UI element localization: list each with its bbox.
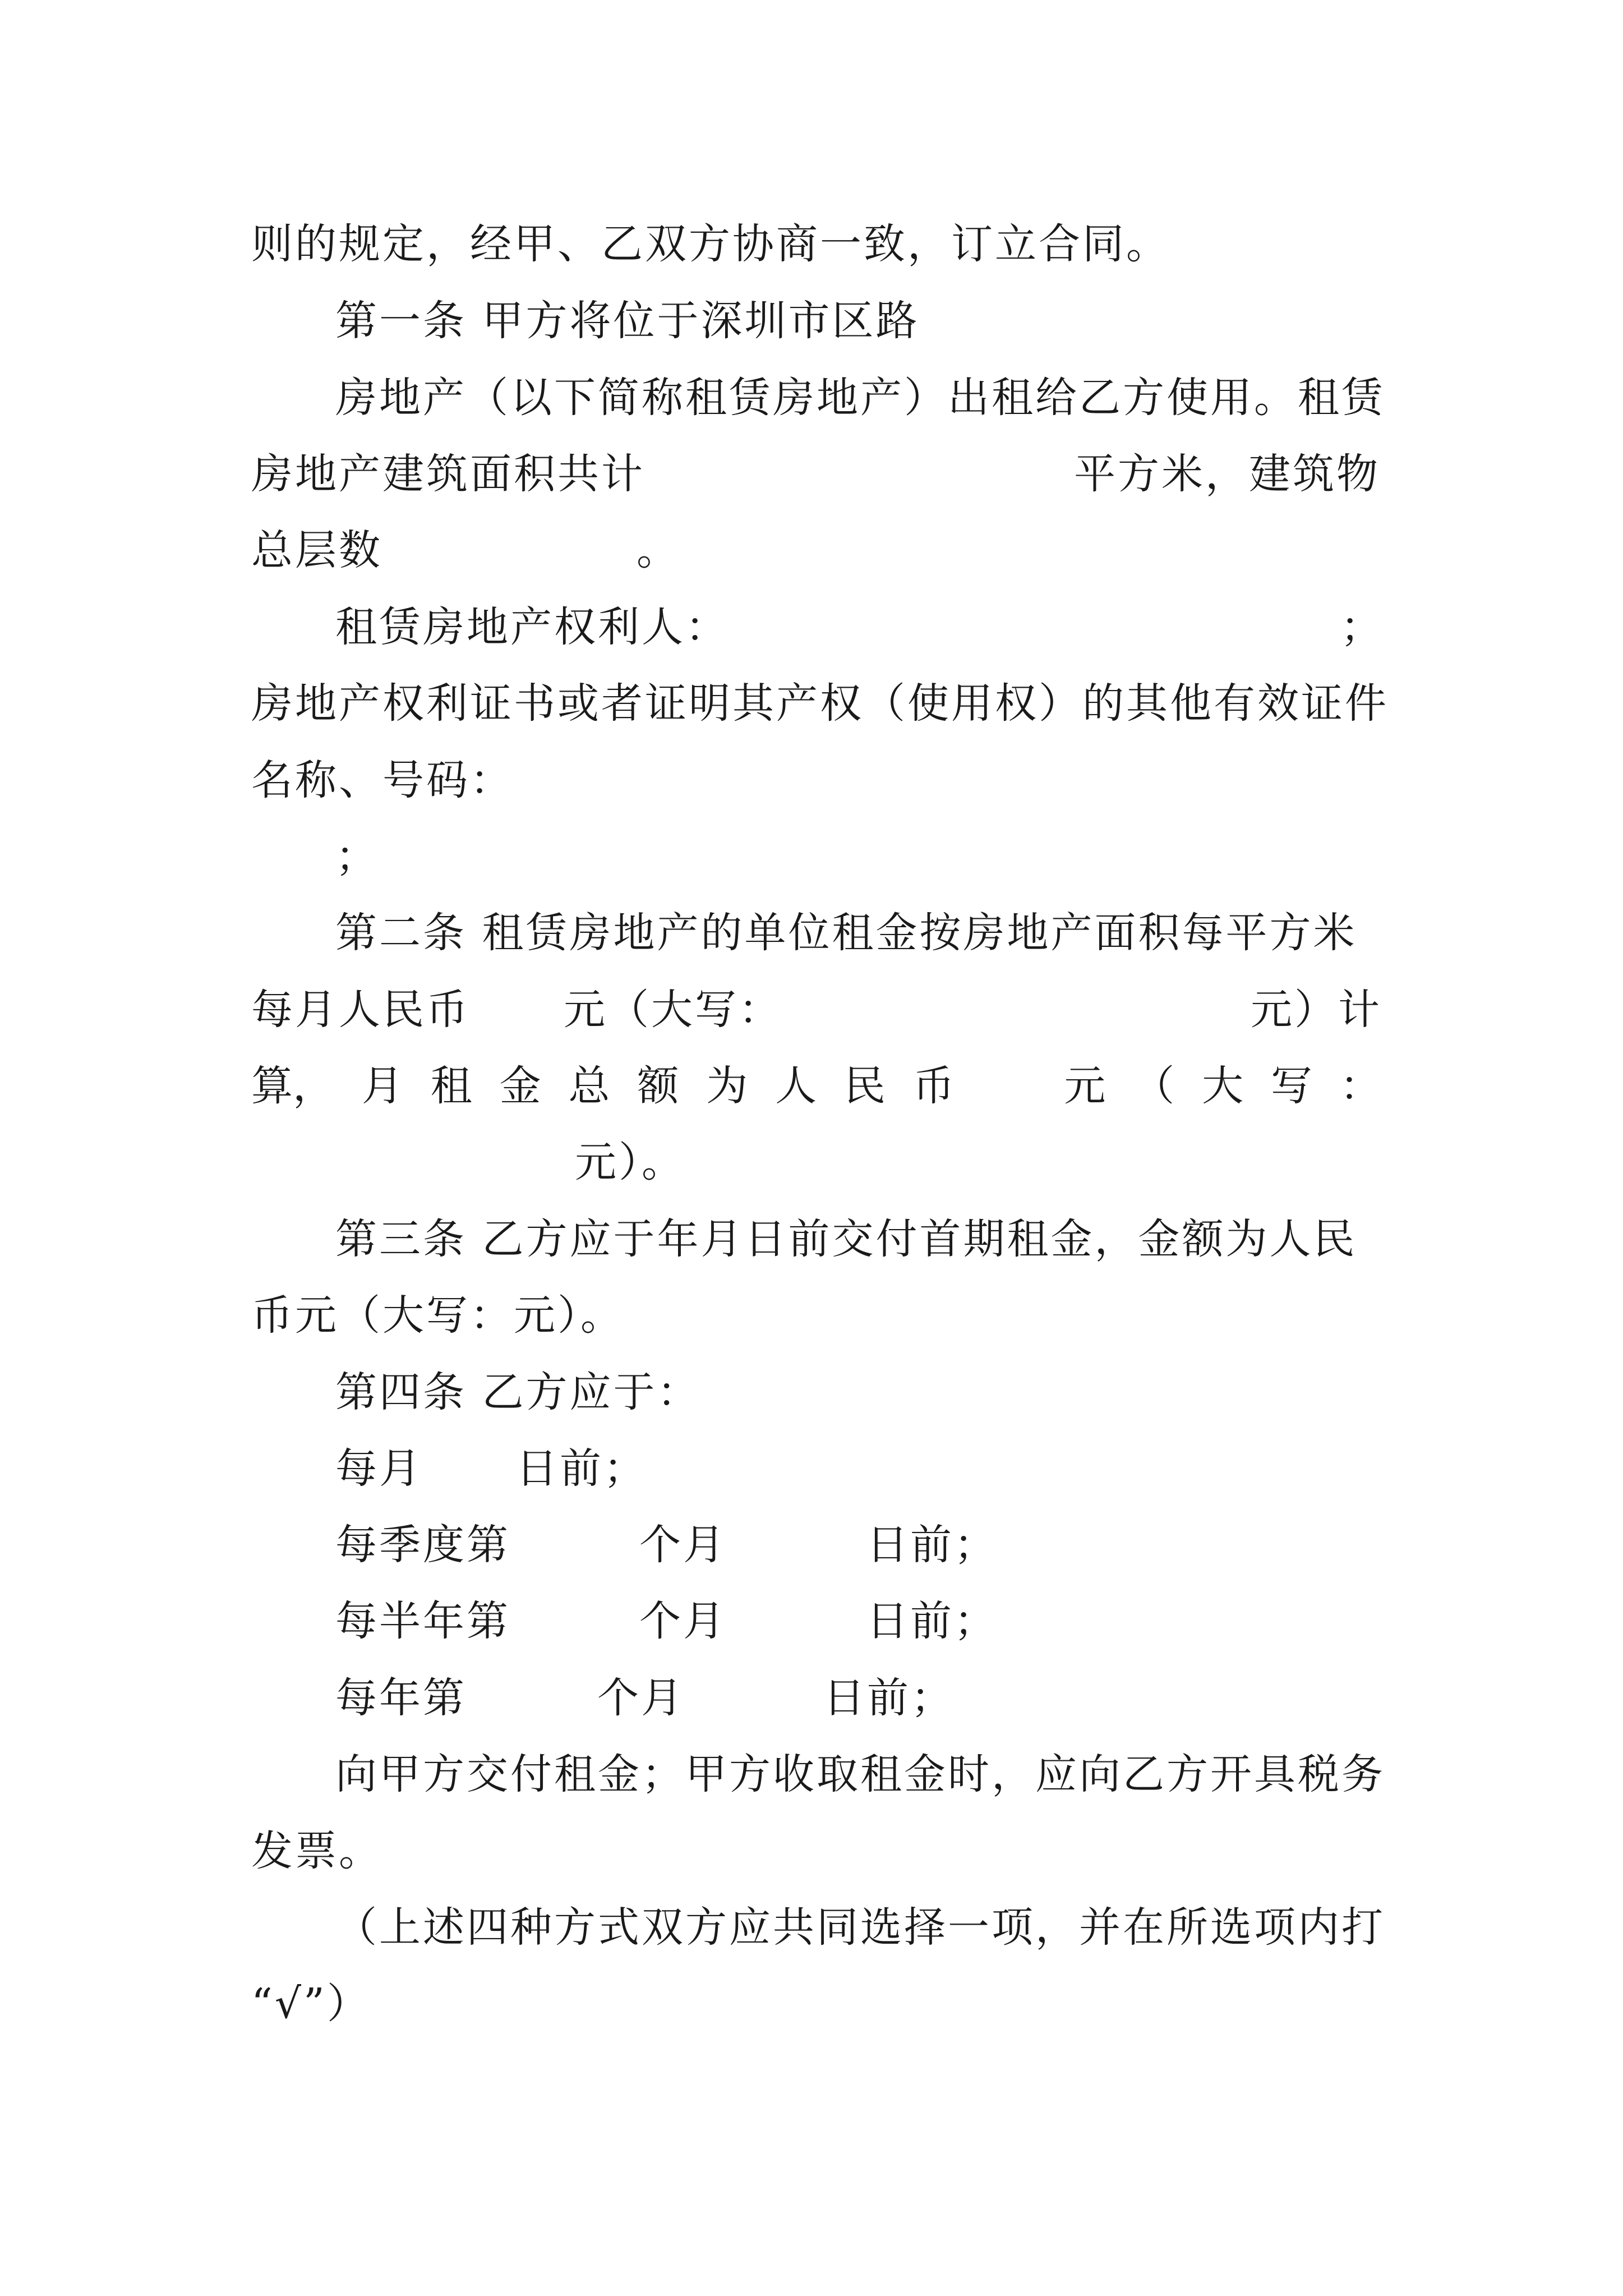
text-line: 日前； <box>516 1444 647 1493</box>
article-3-heading: 第三条 乙方应于年月日前交付首期租金，金额为人民 <box>335 1215 1357 1263</box>
article-2-heading: 第二条 租赁房地产的单位租金按房地产面积每平方米 <box>335 909 1357 957</box>
text-line: 房地产（以下简称租赁房地产）出租给乙方使用。租赁 <box>335 374 1385 422</box>
text-line: 元）。 <box>575 1138 685 1186</box>
text-line: 每月人民币 <box>251 986 470 1034</box>
text-line: 个月 <box>639 1521 727 1569</box>
text-line: 个月 <box>639 1597 727 1645</box>
payment-option-half-year: 每半年第 <box>335 1597 510 1645</box>
text-char: 人 <box>775 1062 817 1110</box>
text-line: 。 <box>637 526 680 574</box>
text-char: （ <box>1133 1062 1175 1110</box>
payment-option-monthly: 每月 <box>335 1444 423 1493</box>
text-line: （上述四种方式双方应共同选择一项，并在所选项内打 <box>335 1903 1385 1952</box>
text-char: 额 <box>637 1062 679 1110</box>
text-line: 元）计 <box>1251 986 1382 1034</box>
justified-text-line <box>251 1062 1381 1110</box>
text-line: 房地产权利证书或者证明其产权（使用权）的其他有效证件 <box>251 679 1389 728</box>
text-line: 日前； <box>866 1521 998 1569</box>
text-line: 房地产建筑面积共计 <box>251 450 645 498</box>
text-char: 写 <box>1271 1062 1312 1110</box>
text-line: 日前； <box>823 1674 955 1722</box>
text-char: 金 <box>499 1062 541 1110</box>
article-4-heading: 第四条 乙方应于： <box>335 1368 701 1416</box>
text-line: 日前； <box>866 1597 998 1645</box>
text-char: 元 <box>1064 1062 1106 1110</box>
text-char: 月 <box>361 1062 403 1110</box>
text-char: 总 <box>568 1062 610 1110</box>
text-char: ： <box>1339 1062 1381 1110</box>
text-char: 民 <box>844 1062 886 1110</box>
text-char: 大 <box>1202 1062 1244 1110</box>
text-char: 算， <box>251 1062 334 1110</box>
text-line: 平方米，建筑物 <box>1074 450 1380 498</box>
payment-option-yearly: 每年第 <box>335 1674 467 1722</box>
text-char: 为 <box>706 1062 748 1110</box>
text-line: ； <box>1340 603 1384 651</box>
text-line: 发票。 <box>251 1827 382 1875</box>
text-line: “√”） <box>251 1980 371 2028</box>
text-line: 租赁房地产权利人： <box>335 603 729 651</box>
text-line: 元（大写： <box>564 986 782 1034</box>
article-1-heading: 第一条 甲方将位于深圳市区路 <box>335 297 920 345</box>
text-char: 币 <box>912 1062 955 1110</box>
text-line: 则的规定，经甲、乙双方协商一致，订立合同。 <box>251 220 1170 268</box>
text-line: 个月 <box>597 1674 685 1722</box>
text-line: 向甲方交付租金；甲方收取租金时，应向乙方开具税务 <box>335 1750 1385 1798</box>
payment-option-quarterly: 每季度第 <box>335 1521 510 1569</box>
text-line: ； <box>335 832 379 881</box>
text-line: 币元（大写：元）。 <box>251 1291 624 1340</box>
text-line: 名称、号码： <box>251 756 514 804</box>
text-char: 租 <box>430 1062 472 1110</box>
text-line: 总层数 <box>251 526 382 574</box>
